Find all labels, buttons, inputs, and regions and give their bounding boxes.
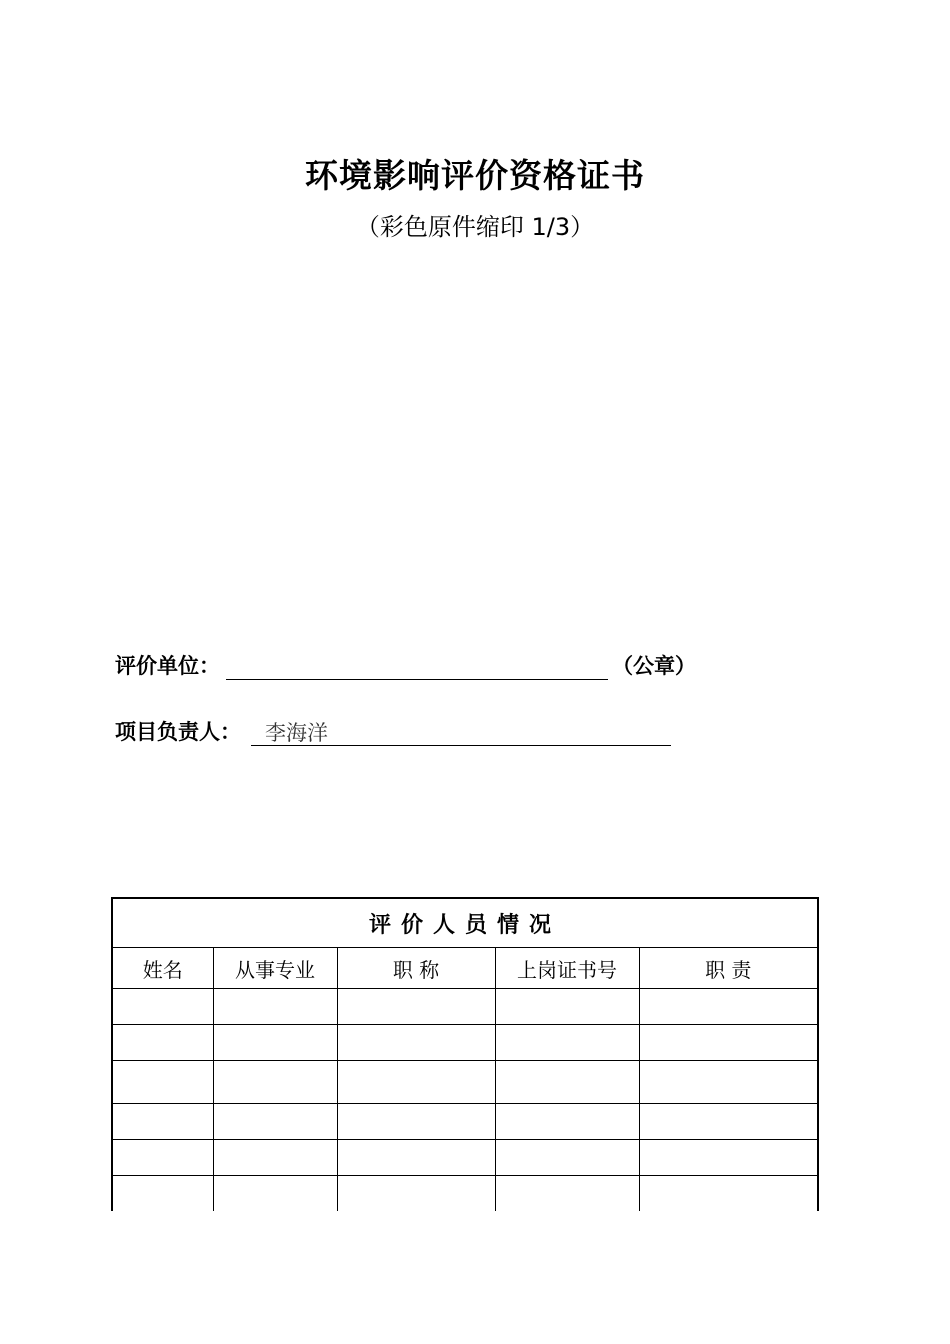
table-cell[interactable] bbox=[112, 989, 213, 1025]
seal-label: （公章） bbox=[612, 654, 696, 678]
table-cell[interactable] bbox=[337, 1061, 495, 1104]
table-cell[interactable] bbox=[213, 989, 337, 1025]
table-cell[interactable] bbox=[495, 1061, 639, 1104]
document-title: 环境影响评价资格证书 bbox=[305, 156, 645, 195]
table-cell[interactable] bbox=[337, 1140, 495, 1176]
column-header-duty: 职 责 bbox=[639, 948, 818, 989]
table-row bbox=[112, 1061, 818, 1104]
column-header-title: 职 称 bbox=[337, 948, 495, 989]
table-cell[interactable] bbox=[213, 1104, 337, 1140]
project-leader-label: 项目负责人： bbox=[115, 720, 241, 744]
table-cell[interactable] bbox=[495, 1140, 639, 1176]
table-cell[interactable] bbox=[495, 1176, 639, 1212]
project-leader-row bbox=[115, 716, 671, 746]
evaluation-unit-label: 评价单位： bbox=[115, 654, 220, 678]
table-cell[interactable] bbox=[639, 1104, 818, 1140]
project-leader-field[interactable]: 李海洋 bbox=[251, 720, 671, 746]
document-subtitle: （彩色原件缩印 1/3） bbox=[355, 213, 595, 241]
table-cell[interactable] bbox=[495, 989, 639, 1025]
staff-table-caption: 评价人员情况 bbox=[112, 898, 818, 948]
table-row bbox=[112, 1176, 818, 1212]
table-cell[interactable] bbox=[112, 1176, 213, 1212]
column-header-name: 姓名 bbox=[112, 948, 213, 989]
staff-table bbox=[111, 897, 819, 1211]
table-cell[interactable] bbox=[112, 1061, 213, 1104]
table-cell[interactable] bbox=[112, 1104, 213, 1140]
table-row bbox=[112, 1140, 818, 1176]
staff-table-header-row bbox=[112, 948, 818, 989]
table-cell[interactable] bbox=[337, 1176, 495, 1212]
table-cell[interactable] bbox=[213, 1061, 337, 1104]
table-row bbox=[112, 1025, 818, 1061]
table-row bbox=[112, 1104, 818, 1140]
table-cell[interactable] bbox=[639, 1176, 818, 1212]
table-cell[interactable] bbox=[213, 1140, 337, 1176]
table-cell[interactable] bbox=[337, 1104, 495, 1140]
table-cell[interactable] bbox=[639, 1025, 818, 1061]
table-row bbox=[112, 989, 818, 1025]
table-cell[interactable] bbox=[639, 989, 818, 1025]
table-cell[interactable] bbox=[112, 1025, 213, 1061]
table-cell[interactable] bbox=[213, 1176, 337, 1212]
table-cell[interactable] bbox=[213, 1025, 337, 1061]
column-header-certificate-no: 上岗证书号 bbox=[495, 948, 639, 989]
table-cell[interactable] bbox=[639, 1140, 818, 1176]
table-cell[interactable] bbox=[337, 1025, 495, 1061]
evaluation-unit-field[interactable] bbox=[226, 653, 608, 680]
table-cell[interactable] bbox=[495, 1104, 639, 1140]
evaluation-unit-row bbox=[115, 650, 696, 680]
table-cell[interactable] bbox=[495, 1025, 639, 1061]
table-cell[interactable] bbox=[337, 989, 495, 1025]
table-cell[interactable] bbox=[112, 1140, 213, 1176]
table-cell[interactable] bbox=[639, 1061, 818, 1104]
column-header-specialty: 从事专业 bbox=[213, 948, 337, 989]
